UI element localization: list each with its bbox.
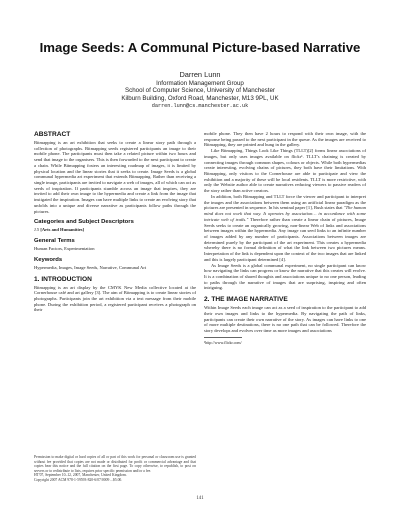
section-2-heading: 2. THE IMAGE NARRATIVE [204,296,288,304]
right-paragraph-2: Like Bitmapping, Things Look Like Things (TLLT)[2] forms linear associations of images, but only uses images available on flickr¹. TLLT's chaining is created by connecting images through common shapes, colours or objects. While both hypermedias create interesting, evolving chains of pictures, they both have their limitations. With Bitmapping, only visitors to the Cornerhouse are able to participate and view the exhibition and a majority of these will be local residents. TLLT is more restrictive, with only the Website author able to create narratives reducing viewers to passive readers of the story rather than active creators. [204,148,366,194]
author-school: School of Computer Science, University of Manchester [125,87,275,95]
copyright-footnote [34,455,196,483]
keywords-text: Hypermedia, Images, Image Seeds, Narrative, Communal Art [34,264,147,270]
right-column [204,131,366,345]
paper-title: Image Seeds: A Communal Picture-based Narrative [39,40,361,55]
bush-quote: "The human mind does not work that way. It operates by association… in accordance with some intricate web of trails." [204,205,366,222]
introduction-text: Bitmapping is an art display by the CMYK New Media collective located at the Cornerhouse café and art gallery [3]. The aim of Bitmapping is to create linear stories of photographs. Participants join the art exhibition via a text message from their mobile phone. During the exhibition period, a registered participant receives a photograph on their [34,284,196,313]
flickr-footnote: ¹http://www.flickr.com/ [204,339,242,345]
author-name: Darren Lunn [179,70,221,79]
right-paragraph-5: Within Image Seeds each image can act as a seed of inspiration to the participant to add their own images and links to the hypermedia. By navigating the path of links, participants can create their own narrative of the story. As images can have links to one of more multiple destinations, there is no one path that can be followed. Therefore the story develops and evolves over time as more images and associations [204,305,366,333]
permission-text: Permission to make digital or hard copies of all or part of this work for personal or classroom use is granted without fee provided that copies are not made or distributed for profit or commercial advantage and that copies bear this notice and the full citation on the first page. To copy otherwise, to republish, to post on servers or to redistribute to lists, requires prior specific permission and/or a fee. [34,455,196,473]
right-paragraph-3 [204,194,366,263]
abstract-text: Bitmapping is an art exhibition that seeks to create a linear story path through a collection of photographs. Bitmapping seeds registered participants an image to their mobile phone. The participants must then take a related picture within two hours and send that image to the organisers. This is then forwarded to the next participant to create a chain. While Bitmapping fosters an interesting roadmap of images, it is limited by physical location and the linear stories that it seeks to create. Image Seeds is a global communal hypermedia art experiment that extends Bitmapping. Rather than receiving a single image, participants are invited to navigate a web of images, all of which can act as seeds of inspiration. If participants stumble across an image that inspires, they are invited to add their own image to the hypermedia and create a link from the image that instigated the inspiration. Images can have multiple links to create an evolving story that unfolds into a unique and diverse narrative as participants follow paths through the pictures. [34,140,196,214]
author-group: Information Management Group [156,79,244,87]
general-terms-text: Human Factors, Experimentation [34,246,95,252]
categories-heading: Categories and Subject Descriptors [34,219,134,226]
categories-code: J.5 [34,227,40,233]
categories-label: [Arts and Humanities] [40,227,85,233]
right-paragraph-1: mobile phone. They then have 2 hours to respond with their own image, with the response being passed to the next participant in the queue. As the images are received to Bitmapping, they are printed and hung in the gallery. [204,131,366,148]
categories-text [34,227,196,233]
right-paragraph-4: As Image Seeds is a global communal experiment, no single participant can know how navigating the links can progress or know the narrative that this creates will evolve. It is a combination of shared thoughts and associations unique to no one person, leading to paths through the narrative of images that are surprising, inspiring and often intriguing. [204,262,366,291]
abstract-heading: ABSTRACT [34,131,71,138]
introduction-heading: 1. INTRODUCTION [34,275,92,283]
page-number: 141 [196,496,204,501]
author-email: darren.lunn@cs.manchester.ac.uk [151,102,249,109]
footnote-rule [204,337,242,338]
keywords-heading: Keywords [34,256,63,263]
venue-text: HT'07, September 10–12, 2007, Manchester, United Kingdom. [34,473,127,478]
general-terms-heading: General Terms [34,238,75,245]
copyright-text: Copyright 2007 ACM 978-1-59593-820-6/07/0009 ...$5.00. [34,477,123,482]
author-address: Kilburn Building, Oxford Road, Manchester, M13 9PL, UK [121,94,279,102]
left-column [34,131,196,313]
p3-pre: In addition, both Bitmapping and TLLT force the viewer and participant to interpret the images and the associations between them using an artificial linear paradigm as the pictures are presented in sequence. In his seminal paper [1], Bush states that [204,193,366,211]
p3-post: Therefore rather than create a linear chain of pictures, Image Seeds seeks to create an organically growing, non-linear Web of links and associations between images within the hypermedia. Any image can seed links to an infinite number of images added by any number of participants. Associations between images are determined purely by the participant of the art experiment. This creates a hypermedia whereby there is no formal definition of what the link between two pictures means. Interpretation of the link is dependent upon the context of the two images that are linked and this is largely participant determined [4]. [204,216,366,262]
author-block [0,71,400,110]
